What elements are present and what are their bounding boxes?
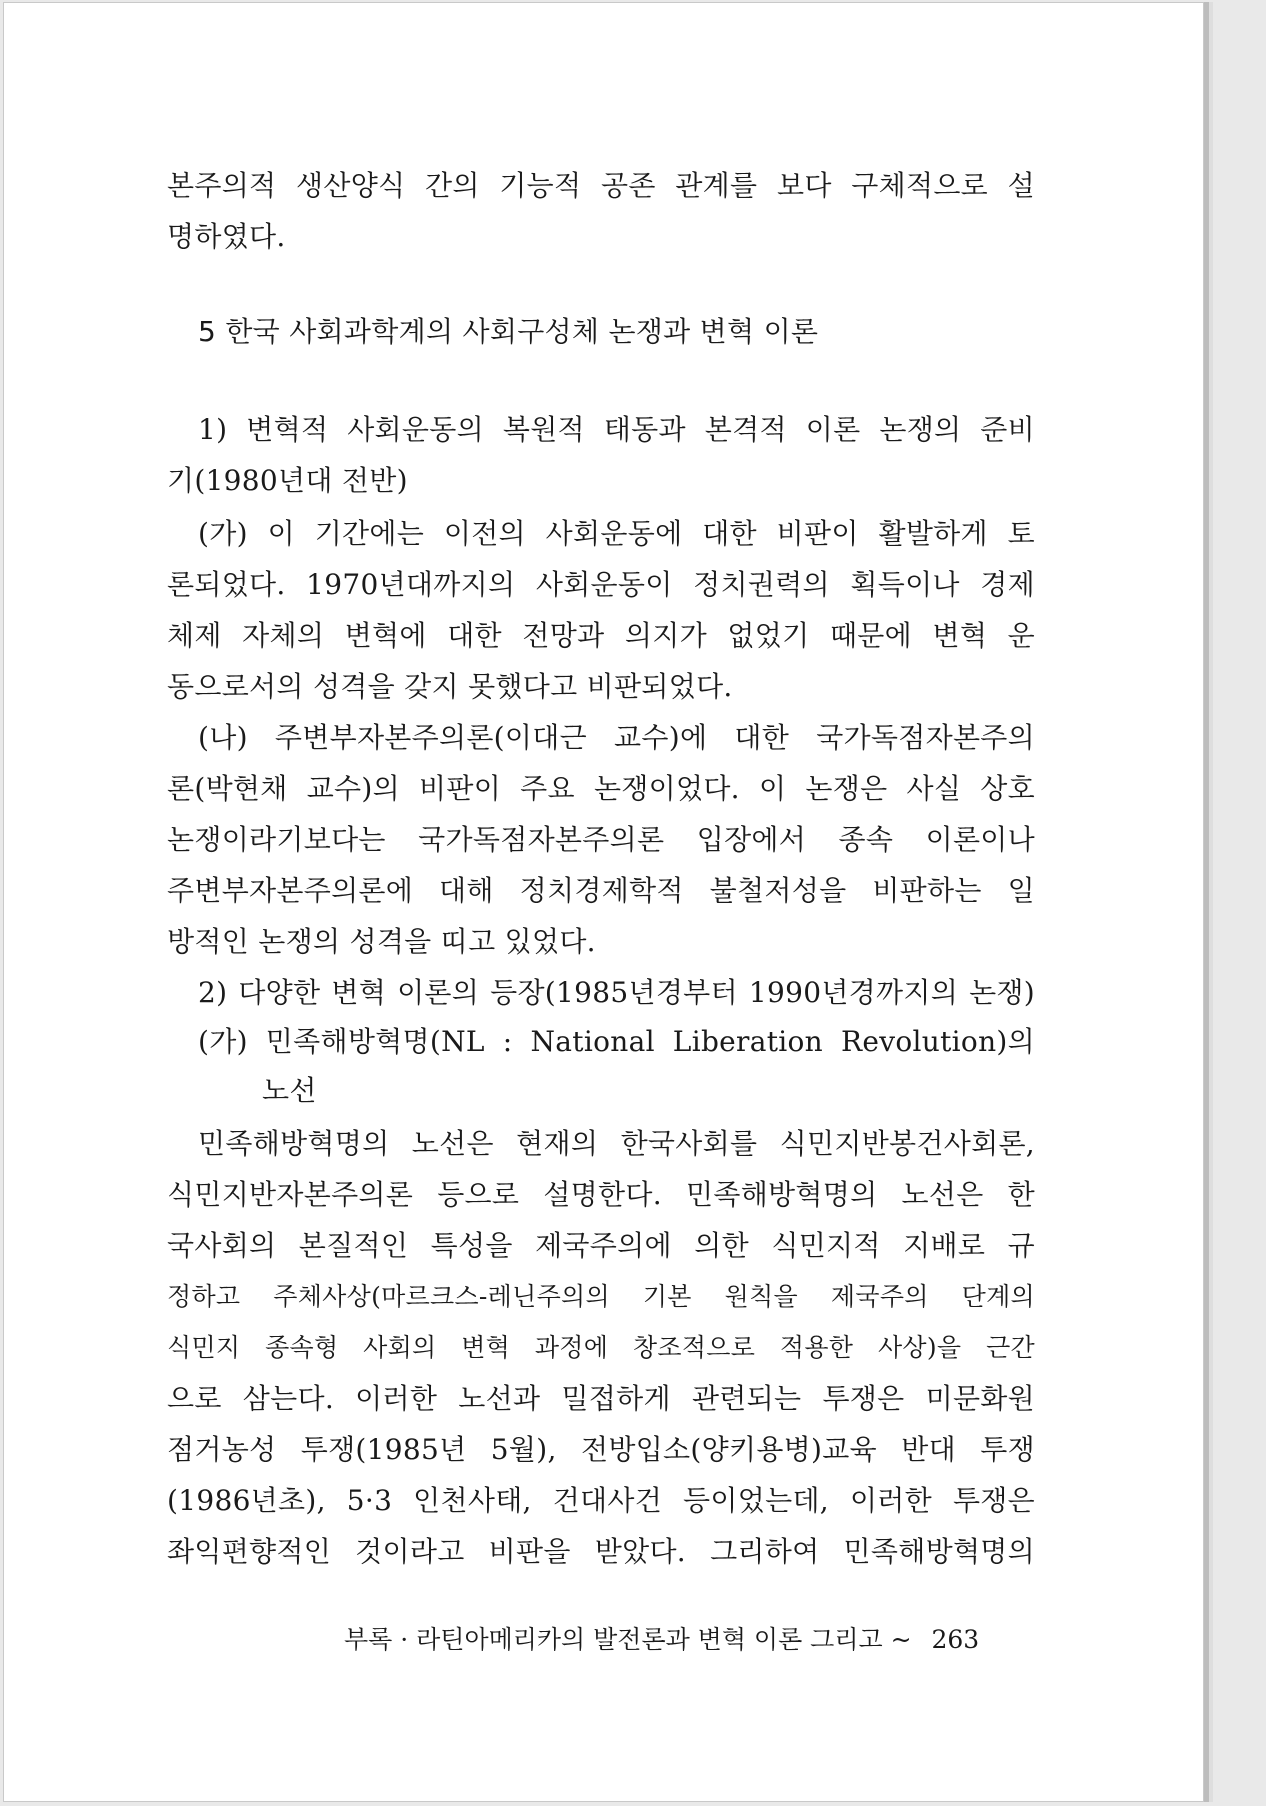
body-line: 민족해방혁명의 노선은 현재의 한국사회를 식민지반봉건사회론, (198, 1127, 1035, 1160)
body-line: 으로 삼는다. 이러한 노선과 밀접하게 관련되는 투쟁은 미문화원 (167, 1382, 1035, 1415)
subsection-heading: (가) 민족해방혁명(NL : National Liberation Revolution)의 (198, 1025, 1035, 1058)
page-footer (344, 1625, 979, 1655)
body-line: 론되었다. 1970년대까지의 사회운동이 정치권력의 획득이나 경제 (167, 568, 1035, 601)
subsection-heading: 2) 다양한 변혁 이론의 등장(1985년경부터 1990년경까지의 논쟁) (198, 976, 1035, 1009)
subsection-heading: 1) 변혁적 사회운동의 복원적 태동과 본격적 이론 논쟁의 준비 (198, 413, 1035, 446)
body-line: 식민지 종속형 사회의 변혁 과정에 창조적으로 적용한 사상)을 근간 (167, 1333, 1035, 1362)
body-line: 좌익편향적인 것이라고 비판을 받았다. 그리하여 민족해방혁명의 (167, 1535, 1035, 1568)
body-line: (나) 주변부자본주의론(이대근 교수)에 대한 국가독점자본주의 (198, 721, 1035, 754)
body-line: 기(1980년대 전반) (167, 464, 408, 497)
body-line: 논쟁이라기보다는 국가독점자본주의론 입장에서 종속 이론이나 (167, 823, 1035, 856)
body-line: 본주의적 생산양식 간의 기능적 공존 관계를 보다 구체적으로 설 (167, 169, 1035, 202)
body-line: 론(박현채 교수)의 비판이 주요 논쟁이었다. 이 논쟁은 사실 상호 (167, 772, 1035, 805)
page-number: 263 (931, 1625, 980, 1654)
body-line: (가) 이 기간에는 이전의 사회운동에 대한 비판이 활발하게 토 (198, 517, 1035, 550)
subsection-heading: 노선 (262, 1074, 317, 1107)
body-line: 동으로서의 성격을 갖지 못했다고 비판되었다. (167, 670, 733, 703)
body-line: 체제 자체의 변혁에 대한 전망과 의지가 없었기 때문에 변혁 운 (167, 619, 1035, 652)
body-line: 명하였다. (167, 220, 286, 253)
book-page (3, 2, 1204, 1802)
body-line: 국사회의 본질적인 특성을 제국주의에 의한 식민지적 지배로 규 (167, 1229, 1035, 1262)
body-line: 주변부자본주의론에 대해 정치경제학적 불철저성을 비판하는 일 (167, 874, 1035, 907)
section-heading: 5 한국 사회과학계의 사회구성체 논쟁과 변혁 이론 (198, 315, 819, 348)
running-title: 부록 · 라틴아메리카의 발전론과 변혁 이론 그리고 ~ (344, 1625, 912, 1654)
body-line: 점거농성 투쟁(1985년 5월), 전방입소(양키용병)교육 반대 투쟁 (167, 1433, 1035, 1466)
body-line: (1986년초), 5·3 인천사태, 건대사건 등이었는데, 이러한 투쟁은 (167, 1484, 1035, 1517)
body-line: 식민지반자본주의론 등으로 설명한다. 민족해방혁명의 노선은 한 (167, 1178, 1035, 1211)
body-line: 정하고 주체사상(마르크스-레닌주의의 기본 원칙을 제국주의 단계의 (167, 1282, 1035, 1311)
body-line: 방적인 논쟁의 성격을 띠고 있었다. (167, 925, 596, 958)
